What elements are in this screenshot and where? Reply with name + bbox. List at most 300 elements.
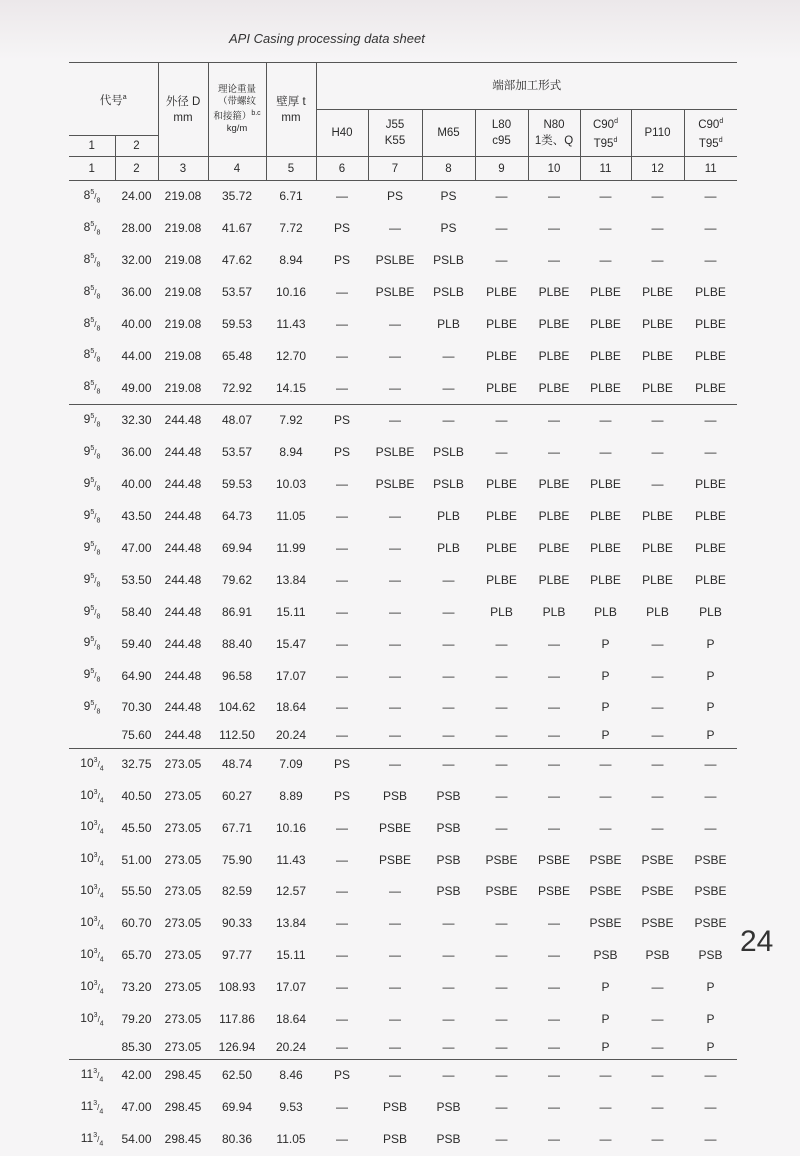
nominal-weight: 35.72 (221, 189, 253, 204)
end-finish-cell: — (389, 509, 401, 524)
table-row (69, 908, 737, 940)
weight-code: 53.50 (121, 572, 152, 587)
table-row (69, 628, 737, 660)
size-label: $9^5/_8$ (83, 603, 101, 620)
end-finish-cell: P (684, 1036, 737, 1060)
column-number: 5 (266, 157, 316, 181)
end-finish-cell: PSBE (694, 884, 727, 899)
weight-code: 36.00 (121, 445, 152, 460)
end-finish-cell: — (389, 1011, 401, 1026)
weight-code: 49.00 (115, 372, 158, 404)
end-finish-cell: PSB (436, 820, 461, 835)
end-finish-cell: PLBE (475, 372, 528, 404)
end-finish-cell: PSB (436, 1100, 461, 1115)
table-row (69, 1036, 737, 1060)
nominal-weight: 96.58 (221, 668, 253, 683)
end-finish-cell: — (389, 572, 401, 587)
size-label: $11^3/_4$ (80, 1130, 104, 1148)
end-finish-cell: PSLBE (375, 445, 415, 460)
end-finish-cell: — (389, 221, 401, 236)
end-finish-cell: PLBE (486, 509, 517, 524)
weight-code: 75.60 (115, 724, 158, 748)
wall-thickness: 11.05 (276, 509, 306, 524)
size-label: $10^3/_4$ (80, 787, 104, 804)
end-finish-cell: — (422, 372, 475, 404)
size-label: $9^5/_8$ (83, 412, 101, 429)
end-finish-cell: — (442, 668, 455, 683)
table-row (69, 372, 737, 404)
end-finish-cell: PSLB (433, 445, 464, 460)
outer-diameter: 244.48 (164, 700, 202, 715)
end-finish-cell: — (495, 445, 508, 460)
end-finish-cell: — (316, 1036, 368, 1060)
end-finish-cell: P (706, 980, 715, 995)
outer-diameter: 273.05 (164, 852, 202, 867)
column-number: 9 (475, 157, 528, 181)
weight-code: 55.50 (121, 884, 152, 899)
end-finish-cell: — (548, 916, 560, 931)
end-finish-cell: — (495, 700, 508, 715)
end-finish-cell: — (704, 820, 717, 835)
end-finish-cell: — (389, 756, 401, 771)
nominal-weight: 60.27 (221, 788, 253, 803)
end-finish-cell: PSLB (433, 477, 464, 492)
table-row (69, 1004, 737, 1036)
outer-diameter: 273.05 (164, 756, 202, 771)
outer-diameter: 219.08 (164, 348, 202, 363)
end-finish-cell: — (442, 636, 455, 651)
column-number: 3 (158, 157, 208, 181)
end-finish-cell: PSB (436, 1132, 461, 1147)
end-finish-cell: — (651, 980, 664, 995)
end-finish-cell: PLBE (528, 372, 580, 404)
wall-thickness: 10.16 (275, 820, 307, 835)
table-row (69, 533, 737, 565)
end-finish-cell: — (548, 1068, 560, 1083)
outer-diameter: 298.45 (164, 1068, 202, 1083)
end-finish-cell: — (548, 756, 560, 771)
end-finish-cell: PLBE (695, 348, 726, 363)
end-finish-cell: PSBE (694, 852, 727, 867)
end-finish-cell: — (316, 724, 368, 748)
end-finish-cell: PS (440, 221, 457, 236)
end-finish-cell: — (548, 221, 560, 236)
table-row (69, 876, 737, 908)
end-finish-cell: — (599, 1068, 612, 1083)
end-finish-cell: PLBE (695, 540, 726, 555)
end-finish-cell: — (704, 189, 717, 204)
nominal-weight: 80.36 (221, 1132, 253, 1147)
end-finish-cell: PLBE (486, 284, 517, 299)
end-finish-cell: — (548, 668, 560, 683)
end-finish-cell: — (389, 1068, 401, 1083)
weight-code: 70.30 (121, 700, 152, 715)
end-finish-cell: PLB (646, 604, 669, 619)
size-label: $9^5/_8$ (83, 507, 101, 525)
wall-thickness: 8.94 (279, 445, 303, 460)
end-finish-cell: — (704, 788, 717, 803)
end-finish-cell: PLBE (695, 572, 726, 587)
end-finish-cell: P (601, 1011, 610, 1026)
weight-code: 85.30 (115, 1036, 158, 1060)
grade-header: C90$^d$ T95$^d$ (580, 110, 631, 157)
end-finish-cell: PS (333, 788, 350, 803)
end-finish-cell: PLBE (642, 540, 673, 555)
end-finish-cell: — (495, 820, 508, 835)
end-finish-cell: — (336, 509, 348, 524)
end-finish-cell: PSBE (537, 852, 570, 867)
end-finish-cell: — (495, 252, 508, 267)
end-finish-cell: PSBE (378, 852, 411, 867)
size-label: $10^3/_4$ (80, 819, 104, 836)
end-finish-cell: P (706, 700, 715, 715)
end-finish-cell: — (442, 604, 455, 619)
end-finish-cell: PLBE (642, 348, 673, 363)
end-finish-cell: — (651, 1068, 664, 1083)
table-row (69, 972, 737, 1004)
end-finish-cell: — (336, 700, 348, 715)
table-row (69, 844, 737, 876)
end-finish-cell: PLB (437, 509, 460, 524)
size-label: $9^5/_8$ (83, 667, 101, 684)
end-finish-cell: — (548, 820, 560, 835)
end-finish-cell: PSB (382, 1132, 407, 1147)
end-finish-cell: — (389, 916, 401, 931)
end-finish-cell: — (651, 756, 664, 771)
table-row (69, 469, 737, 501)
nominal-weight: 97.77 (221, 948, 253, 963)
end-finish-cell: — (336, 284, 348, 299)
grade-header: N80 1类、Q (528, 110, 580, 157)
end-finish-cell: — (495, 1068, 508, 1083)
size-label: $8^5/_8$ (83, 283, 101, 301)
end-finish-cell: — (651, 477, 664, 492)
size-label: $8^5/_8$ (83, 315, 101, 332)
end-finish-cell: — (548, 948, 560, 963)
end-finish-cell: — (495, 1011, 508, 1026)
weight-code: 24.00 (121, 189, 152, 204)
end-finish-cell: — (651, 413, 664, 428)
end-finish-cell: — (599, 1100, 612, 1115)
wall-thickness: 7.92 (279, 413, 303, 428)
size-label: $10^3/_4$ (80, 946, 104, 964)
weight-code: 54.00 (121, 1132, 152, 1147)
table-row (69, 1124, 737, 1156)
size-label: $9^5/_8$ (83, 539, 101, 557)
outer-diameter: 219.08 (164, 316, 202, 331)
end-finish-cell: PLBE (642, 509, 673, 524)
weight-code: 65.70 (121, 948, 152, 963)
end-finish-cell: PSLBE (375, 284, 415, 299)
wall-thickness: 18.64 (275, 1011, 307, 1026)
wall-header: 壁厚 t mm (266, 63, 316, 157)
weight-code: 32.30 (121, 413, 152, 428)
size-label: $9^5/_8$ (83, 635, 101, 652)
outer-diameter: 219.08 (164, 189, 202, 204)
end-finish-cell: — (599, 788, 612, 803)
size-label: $9^5/_8$ (83, 571, 101, 589)
table-row (69, 501, 737, 533)
nominal-weight: 88.40 (221, 636, 253, 651)
end-finish-cell: — (336, 668, 348, 683)
size-label: $9^5/_8$ (83, 476, 101, 493)
end-finish-cell: P (601, 636, 610, 651)
end-finish-cell: PSB (382, 1100, 407, 1115)
size-label: $10^3/_4$ (80, 1010, 104, 1028)
weight-code: 79.20 (121, 1011, 152, 1026)
outer-diameter: 244.48 (164, 413, 202, 428)
end-finish-cell: — (599, 1132, 612, 1147)
table-row (69, 245, 737, 277)
column-number: 11 (684, 157, 737, 181)
end-finish-cell: PS (333, 445, 350, 460)
wall-thickness: 11.43 (276, 852, 306, 867)
wall-thickness: 10.16 (275, 284, 307, 299)
wall-thickness: 15.47 (275, 636, 307, 651)
end-finish-cell: — (495, 221, 508, 236)
end-finish-cell: — (599, 252, 612, 267)
end-finish-cell: — (336, 572, 348, 587)
nominal-weight: 108.93 (218, 980, 256, 995)
end-finish-cell: PLBE (695, 284, 726, 299)
end-finish-cell: PLB (437, 316, 460, 331)
size-label: $11^3/_4$ (80, 1099, 104, 1116)
end-finish-cell: — (704, 1100, 717, 1115)
end-finish-cell: PLBE (486, 572, 517, 587)
wall-thickness: 8.46 (279, 1068, 303, 1083)
end-finish-cell: — (495, 189, 508, 204)
end-finish-cell: — (442, 700, 455, 715)
end-finish-cell: — (389, 348, 401, 363)
end-finish-cell: — (548, 413, 560, 428)
outer-diameter: 219.08 (164, 252, 202, 267)
outer-diameter: 219.08 (158, 372, 208, 404)
header-decoration (0, 0, 800, 60)
end-finish-cell: PLBE (631, 372, 684, 404)
weight-header: 理论重量 （带螺纹 和接箍）$^{b.c}$ kg/m (208, 63, 266, 157)
end-finish-cell: — (651, 189, 664, 204)
size-label: $8^5/_8$ (83, 219, 101, 237)
outer-diameter: 244.48 (164, 604, 202, 619)
grade-header: M65 (422, 110, 475, 157)
outer-diameter: 244.48 (164, 477, 202, 492)
end-finish-cell: PLBE (486, 316, 517, 331)
end-finish-cell: — (548, 1011, 560, 1026)
size-label (69, 724, 115, 748)
end-finish-cell: PSBE (485, 884, 518, 899)
end-finish-cell: — (548, 189, 560, 204)
end-finish-cell: — (651, 1100, 664, 1115)
end-finish-cell: PLBE (590, 284, 621, 299)
wall-thickness: 6.71 (279, 189, 303, 204)
end-finish-cell: — (495, 756, 508, 771)
end-finish-cell: — (495, 948, 508, 963)
od-header: 外径 D mm (158, 63, 208, 157)
end-finish-cell: — (651, 445, 664, 460)
size-label: $9^5/_8$ (83, 444, 101, 461)
end-finish-cell: PSLB (433, 252, 464, 267)
wall-thickness: 13.84 (275, 916, 307, 931)
end-finish-cell: — (704, 1068, 717, 1083)
table-row (69, 748, 737, 780)
outer-diameter: 244.48 (164, 509, 202, 524)
size-label: $11^3/_4$ (80, 1067, 104, 1084)
end-finish-cell: P (601, 668, 610, 683)
wall-thickness: 13.84 (275, 572, 307, 587)
end-finish-cell: — (475, 1036, 528, 1060)
end-finish-cell: — (442, 348, 455, 363)
end-finish-cell: — (336, 916, 348, 931)
end-finish-cell: — (389, 980, 401, 995)
end-finish-cell: — (422, 1036, 475, 1060)
wall-thickness: 20.24 (266, 724, 316, 748)
nominal-weight: 79.62 (221, 572, 253, 587)
end-finish-cell: — (389, 316, 401, 331)
end-finish-cell: PLB (437, 540, 460, 555)
end-finish-cell: — (336, 980, 348, 995)
end-finish-cell: PLBE (695, 477, 726, 492)
end-finish-cell: PS (333, 413, 350, 428)
weight-code: 59.40 (121, 636, 152, 651)
outer-diameter: 273.05 (164, 916, 202, 931)
wall-thickness: 15.11 (276, 604, 306, 619)
nominal-weight: 53.57 (221, 445, 253, 460)
end-finish-cell: — (495, 1100, 508, 1115)
end-finish-cell: PLBE (695, 509, 726, 524)
end-finish-cell: PS (440, 189, 457, 204)
nominal-weight: 75.90 (221, 852, 253, 867)
table-row (69, 309, 737, 341)
size-label: $8^5/_8$ (83, 251, 101, 269)
end-finish-cell: — (336, 477, 348, 492)
weight-code: 73.20 (121, 980, 152, 995)
outer-diameter: 298.45 (164, 1132, 202, 1147)
wall-thickness: 12.57 (275, 884, 307, 899)
end-finish-cell: — (495, 1132, 508, 1147)
end-finish-cell: PSB (645, 948, 670, 963)
weight-code: 45.50 (121, 820, 152, 835)
size-label: $8^5/_8$ (83, 347, 101, 364)
grade-header: H40 (316, 110, 368, 157)
wall-thickness: 9.53 (279, 1100, 303, 1115)
column-number: 4 (208, 157, 266, 181)
end-finish-cell: — (475, 724, 528, 748)
end-finish-cell: PSBE (694, 916, 727, 931)
size-label: $10^3/_4$ (80, 883, 104, 900)
end-finish-cell: PLBE (590, 540, 621, 555)
size-label (69, 1036, 115, 1060)
end-finish-cell: — (704, 221, 717, 236)
outer-diameter: 244.48 (164, 636, 202, 651)
end-finish-cell: — (599, 820, 612, 835)
end-finish-cell: P (706, 1011, 715, 1026)
table-row (69, 1060, 737, 1092)
end-finish-cell: PS (333, 1068, 350, 1083)
end-finish-cell: PLB (542, 604, 566, 619)
grade-header: J55 K55 (368, 110, 422, 157)
end-finish-cell: — (651, 636, 664, 651)
nominal-weight: 112.50 (208, 724, 266, 748)
end-finish-cell: PSBE (589, 916, 622, 931)
end-finish-cell: PLBE (538, 348, 570, 363)
end-finish-cell: — (442, 572, 455, 587)
table-row (69, 940, 737, 972)
outer-diameter: 219.08 (164, 284, 202, 299)
end-finish-cell: PSLBE (375, 252, 415, 267)
outer-diameter: 273.05 (158, 1036, 208, 1060)
end-finish-cell: PSBE (485, 852, 518, 867)
outer-diameter: 298.45 (164, 1100, 202, 1115)
end-finish-cell: — (442, 1011, 455, 1026)
column-number: 6 (316, 157, 368, 181)
grade-header: C90$^d$ T95$^d$ (698, 118, 724, 150)
end-finish-cell: PLBE (695, 316, 726, 331)
end-finish-cell: — (336, 189, 348, 204)
end-finish-cell: PSB (436, 884, 461, 899)
end-finish-cell: — (368, 372, 422, 404)
end-finish-cell: P (684, 724, 737, 748)
end-finish-cell: — (495, 980, 508, 995)
end-finish-cell: — (442, 413, 455, 428)
end-finish-cell: — (495, 668, 508, 683)
end-finish-cell: PLBE (538, 477, 570, 492)
sheet-title: API Casing processing data sheet (229, 31, 425, 46)
table-row (69, 277, 737, 309)
wall-thickness: 8.89 (279, 788, 303, 803)
end-finish-cell: PSBE (537, 884, 570, 899)
end-finish-cell: — (336, 1100, 348, 1115)
column-number: 2 (115, 157, 158, 181)
end-finish-cell: — (389, 884, 401, 899)
table-row (69, 660, 737, 692)
end-finish-cell: PLBE (538, 284, 570, 299)
end-finish-cell: — (704, 756, 717, 771)
end-finish-cell: PLBE (590, 509, 621, 524)
outer-diameter: 244.48 (158, 724, 208, 748)
weight-code: 36.00 (121, 284, 152, 299)
end-finish-cell: PSB (593, 948, 618, 963)
nominal-weight: 59.53 (221, 477, 253, 492)
end-finish-cell: P (580, 1036, 631, 1060)
end-finish-cell: — (336, 884, 348, 899)
weight-code: 64.90 (121, 668, 152, 683)
end-finish-cell: PS (333, 252, 350, 267)
end-finish-cell: — (336, 820, 348, 835)
size-label: $10^3/_4$ (80, 915, 104, 932)
end-finish-cell: PLBE (538, 572, 570, 587)
table-row (69, 213, 737, 245)
end-finish-cell: — (336, 852, 348, 867)
subcode-1: 1 (69, 136, 115, 157)
weight-code: 47.00 (121, 1100, 152, 1115)
weight-code: 58.40 (121, 604, 152, 619)
end-finish-cell: — (316, 372, 368, 404)
weight-code: 40.00 (121, 477, 152, 492)
end-finish-cell: — (495, 636, 508, 651)
wall-thickness: 7.72 (279, 221, 303, 236)
end-finish-cell: — (336, 1132, 348, 1147)
nominal-weight: 59.53 (221, 316, 253, 331)
end-finish-cell: — (548, 788, 560, 803)
end-finish-cell: — (548, 636, 560, 651)
wall-thickness: 10.03 (275, 477, 307, 492)
end-finish-cell: — (495, 788, 508, 803)
end-finish-cell: — (704, 252, 717, 267)
outer-diameter: 273.05 (164, 820, 202, 835)
wall-thickness: 11.43 (276, 316, 306, 331)
nominal-weight: 67.71 (221, 820, 253, 835)
nominal-weight: 90.33 (221, 916, 253, 931)
